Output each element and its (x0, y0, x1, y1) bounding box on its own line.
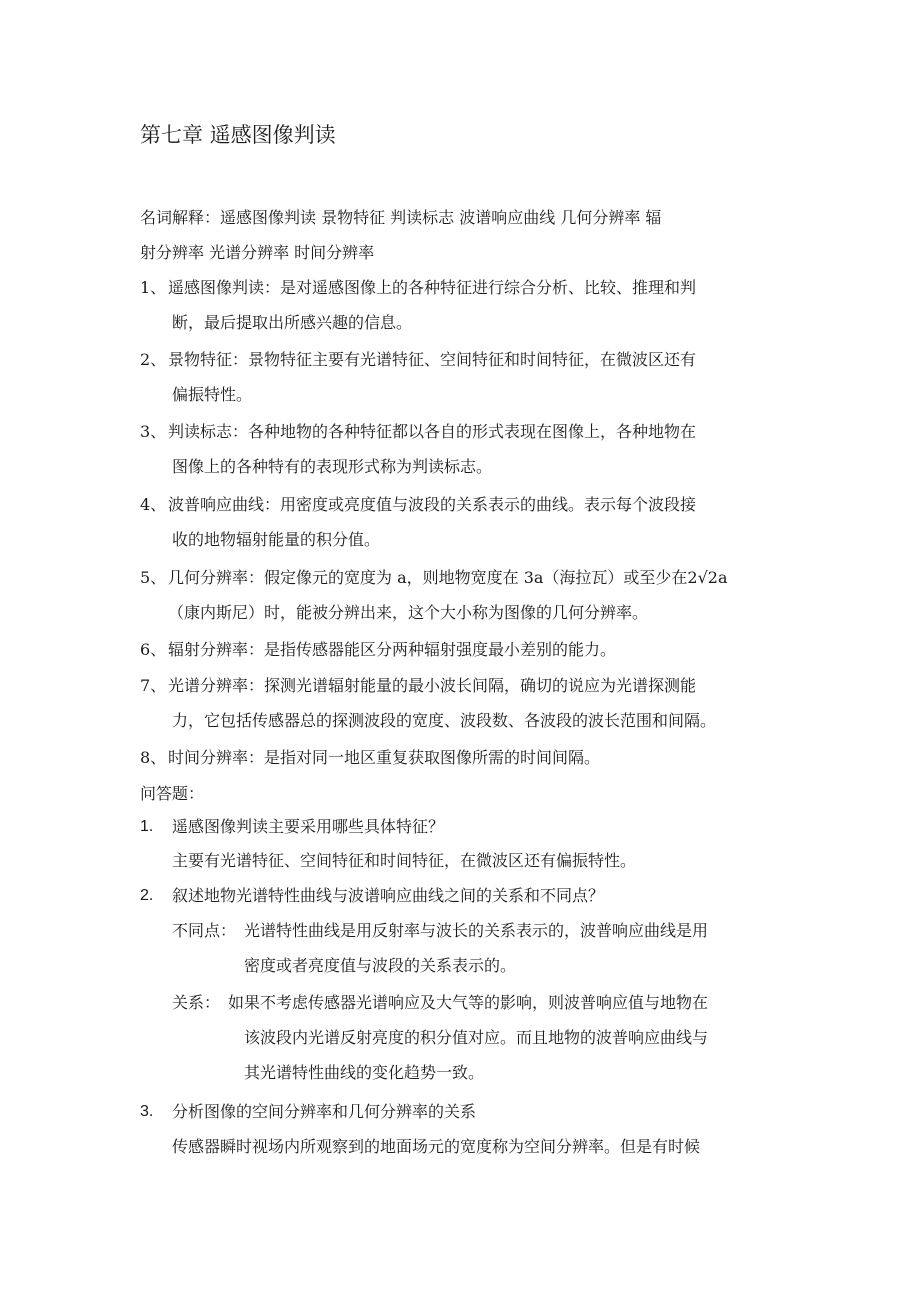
definition-item (140, 668, 782, 738)
definition-number: 2、 (140, 350, 167, 369)
answer-line: 其光谱特性曲线的变化趋势一致。 (244, 1063, 485, 1082)
answer-label: 不同点： (172, 921, 237, 940)
definition-line: 偏振特性。 (172, 385, 253, 404)
definition-line: 收的地物辐射能量的积分值。 (172, 530, 381, 549)
question-number: 1. (140, 818, 154, 835)
definition-line: （康内斯尼）时，能被分辨出来，这个大小称为图像的几何分辨率。 (168, 603, 649, 622)
definition-line: 断，最后提取出所感兴趣的信息。 (172, 313, 413, 332)
answer-relation (172, 985, 784, 1090)
qa-heading: 问答题： (140, 784, 205, 803)
answer-text: 传感器瞬时视场内所观察到的地面场元的宽度称为空间分辨率。但是有时候 (172, 1137, 701, 1156)
definition-line: 景物特征：景物特征主要有光谱特征、空间特征和时间特征，在微波区还有 (168, 350, 697, 369)
answer-line: 该波段内光谱反射亮度的积分值对应。而且地物的波普响应曲线与 (244, 1028, 709, 1047)
question-number: 2. (140, 887, 154, 904)
answer-difference (172, 913, 784, 983)
definition-line: 图像上的各种特有的表现形式称为判读标志。 (172, 457, 493, 476)
definition-item (140, 740, 782, 775)
definition-line: 辐射分辨率：是指传感器能区分两种辐射强度最小差别的能力。 (168, 640, 617, 659)
definition-line: 光谱分辨率：探测光谱辐射能量的最小波长间隔，确切的说应为光谱探测能 (168, 676, 697, 695)
question-text: 叙述地物光谱特性曲线与波谱响应曲线之间的关系和不同点？ (172, 886, 605, 905)
definition-line: 几何分辨率：假定像元的宽度为 a，则地物宽度在 3a（海拉瓦）或至少在2√2a (168, 568, 728, 587)
definition-item (140, 342, 782, 412)
definition-line: 判读标志：各种地物的各种特征都以各自的形式表现在图像上，各种地物在 (168, 422, 697, 441)
definition-number: 5、 (140, 568, 167, 587)
definition-number: 3、 (140, 422, 167, 441)
answer-label: 关系： (172, 993, 221, 1012)
question-number: 3. (140, 1103, 154, 1120)
question-item (140, 809, 782, 844)
answer-line: 如果不考虑传感器光谱响应及大气等的影响，则波普响应值与地物在 (228, 993, 709, 1012)
definition-line: 时间分辨率：是指对同一地区重复获取图像所需的时间间隔。 (168, 748, 601, 767)
definition-line: 遥感图像判读：是对遥感图像上的各种特征进行综合分析、比较、推理和判 (168, 278, 697, 297)
definition-number: 4、 (140, 495, 167, 514)
answer-text: 主要有光谱特征、空间特征和时间特征，在微波区还有偏振特性。 (172, 851, 637, 870)
question-text: 遥感图像判读主要采用哪些具体特征？ (172, 817, 445, 836)
definition-item (140, 487, 782, 557)
definition-item (140, 414, 782, 484)
definition-number: 8、 (140, 748, 167, 767)
terms-line-2: 射分辨率 光谱分辨率 时间分辨率 (140, 243, 375, 262)
definition-number: 1、 (140, 278, 167, 297)
question-item (140, 1094, 782, 1129)
chapter-title: 第七章 遥感图像判读 (140, 123, 336, 147)
question-item (140, 878, 782, 913)
definition-line: 力，它包括传感器总的探测波段的宽度、波段数、各波段的波长范围和间隔。 (172, 711, 717, 730)
answer-line: 光谱特性曲线是用反射率与波长的关系表示的，波普响应曲线是用 (244, 921, 709, 940)
definition-line: 波普响应曲线：用密度或亮度值与波段的关系表示的曲线。表示每个波段接 (168, 495, 697, 514)
definition-number: 6、 (140, 640, 167, 659)
definition-number: 7、 (140, 676, 167, 695)
answer-line: 密度或者亮度值与波段的关系表示的。 (244, 956, 517, 975)
definition-item (140, 270, 782, 340)
definition-item (140, 632, 782, 667)
question-text: 分析图像的空间分辨率和几何分辨率的关系 (172, 1102, 477, 1121)
terms-line-1: 名词解释：遥感图像判读 景物特征 判读标志 波谱响应曲线 几何分辨率 辐 (140, 208, 662, 227)
definition-item (140, 560, 782, 630)
